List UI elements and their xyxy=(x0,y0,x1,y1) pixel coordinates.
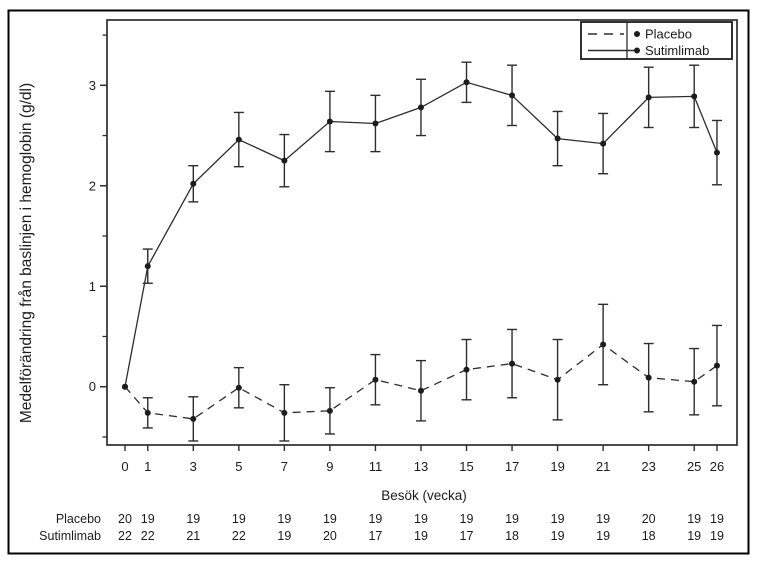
data-point-marker xyxy=(714,150,720,156)
count-value: 19 xyxy=(231,512,246,526)
count-value: 19 xyxy=(186,512,201,526)
data-point-marker xyxy=(646,375,652,381)
data-point-marker xyxy=(122,384,128,390)
data-point-marker xyxy=(236,137,242,143)
data-point-marker xyxy=(418,104,424,110)
count-row-label: Sutimlimab xyxy=(39,529,101,543)
y-tick-label: 3 xyxy=(88,77,96,93)
x-tick-label: 3 xyxy=(189,459,197,474)
x-tick-label: 19 xyxy=(550,459,565,474)
count-value: 22 xyxy=(140,529,155,543)
data-point-marker xyxy=(190,416,196,422)
count-value: 19 xyxy=(596,512,611,526)
count-value: 19 xyxy=(596,529,611,543)
data-point-marker xyxy=(327,408,333,414)
data-point-marker xyxy=(190,181,196,187)
count-value: 20 xyxy=(641,512,656,526)
x-tick-label: 0 xyxy=(121,459,129,474)
count-value: 22 xyxy=(231,529,246,543)
series-placebo xyxy=(122,304,722,441)
count-value: 19 xyxy=(550,529,565,543)
count-value: 18 xyxy=(505,529,520,543)
count-value: 19 xyxy=(710,529,724,543)
y-tick-label: 0 xyxy=(88,379,96,395)
data-point-marker xyxy=(464,367,470,373)
x-tick-label: 23 xyxy=(641,459,656,474)
x-tick-label: 9 xyxy=(326,459,334,474)
count-value: 17 xyxy=(368,529,383,543)
data-point-marker xyxy=(281,410,287,416)
data-point-marker xyxy=(691,93,697,99)
data-point-marker xyxy=(418,388,424,394)
data-point-marker xyxy=(236,385,242,391)
count-value: 21 xyxy=(186,529,201,543)
count-value: 19 xyxy=(687,512,702,526)
x-tick-label: 11 xyxy=(368,459,383,474)
plot-border xyxy=(107,20,737,445)
count-value: 19 xyxy=(140,512,155,526)
data-point-marker xyxy=(372,120,378,126)
legend-marker xyxy=(634,31,640,37)
axes xyxy=(89,20,737,474)
count-value: 22 xyxy=(118,529,132,543)
data-point-marker xyxy=(691,379,697,385)
count-value: 19 xyxy=(277,529,292,543)
count-value: 19 xyxy=(414,512,428,526)
count-value: 19 xyxy=(687,529,702,543)
x-tick-label: 13 xyxy=(413,459,429,474)
data-point-marker xyxy=(555,136,561,142)
data-point-marker xyxy=(646,94,652,100)
series-sutimlimab xyxy=(122,62,722,390)
count-value: 19 xyxy=(277,512,292,526)
legend-label: Placebo xyxy=(645,26,692,42)
count-row-label: Placebo xyxy=(55,512,101,526)
x-axis-title: Besök (vecka) xyxy=(381,488,467,503)
count-value: 17 xyxy=(459,529,474,543)
count-value: 18 xyxy=(641,529,656,543)
data-point-marker xyxy=(145,263,151,269)
x-tick-label: 21 xyxy=(595,459,611,474)
count-value: 19 xyxy=(505,512,520,526)
data-series xyxy=(122,62,722,441)
x-tick-label: 26 xyxy=(709,459,725,474)
x-tick-label: 7 xyxy=(280,459,288,474)
x-tick-label: 15 xyxy=(459,459,474,474)
data-point-marker xyxy=(509,92,515,98)
data-point-marker xyxy=(509,361,515,367)
y-tick-label: 2 xyxy=(88,178,96,194)
count-value: 19 xyxy=(710,512,724,526)
data-point-marker xyxy=(281,158,287,164)
legend-marker xyxy=(634,48,640,54)
data-point-marker xyxy=(145,410,151,416)
x-tick-label: 5 xyxy=(235,459,243,474)
data-point-marker xyxy=(372,377,378,383)
data-point-marker xyxy=(464,79,470,85)
legend xyxy=(581,22,732,59)
count-value: 19 xyxy=(414,529,428,543)
count-value: 19 xyxy=(368,512,383,526)
y-tick-label: 1 xyxy=(88,278,96,294)
data-point-marker xyxy=(714,363,720,369)
data-point-marker xyxy=(555,377,561,383)
subject-counts-table xyxy=(39,512,724,543)
data-point-marker xyxy=(600,342,606,348)
count-value: 19 xyxy=(550,512,565,526)
count-value: 20 xyxy=(118,512,132,526)
legend-label: Sutimlimab xyxy=(645,43,710,58)
x-tick-label: 17 xyxy=(504,459,520,474)
data-point-marker xyxy=(327,118,333,124)
count-value: 19 xyxy=(459,512,474,526)
y-axis-title: Medelförändring från baslinjen i hemoglobin (g/dl) xyxy=(18,82,35,424)
count-value: 20 xyxy=(322,529,337,543)
data-point-marker xyxy=(600,141,606,147)
x-tick-label: 25 xyxy=(686,459,702,474)
x-tick-label: 1 xyxy=(144,459,152,474)
count-value: 19 xyxy=(322,512,337,526)
